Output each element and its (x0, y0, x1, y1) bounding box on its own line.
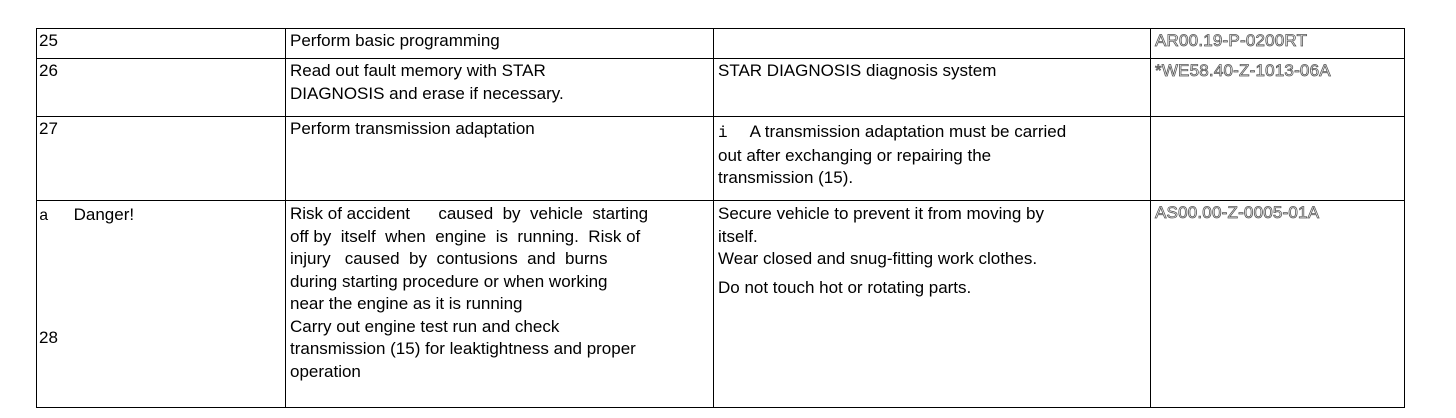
text-line: out after exchanging or repairing the (718, 145, 992, 165)
text-line: operation (290, 361, 361, 381)
step-info (714, 117, 1151, 201)
warning-line (39, 205, 134, 224)
text-line: Wear closed and snug-fitting work clothes. (718, 249, 1038, 268)
text-line: off by itself when engine is running. Risk of (290, 226, 641, 246)
reference-code[interactable]: *WE58.40-Z-1013-06A (1151, 59, 1405, 117)
text-line: Secure vehicle to prevent it from moving by (718, 204, 1044, 223)
text-line: near the engine as it is running (290, 294, 523, 313)
table-row (37, 117, 1405, 201)
text-line: Risk of accident caused by vehicle starting (290, 204, 649, 223)
warning-icon: a (39, 207, 49, 225)
table-row (37, 29, 1405, 59)
step-number: 28 (39, 328, 58, 347)
step-description: Perform transmission adaptation (286, 117, 714, 201)
procedure-table (36, 28, 1405, 408)
step-number: 25 (37, 29, 286, 59)
text-line: Read out fault memory with STAR (290, 61, 546, 80)
text-line: during starting procedure or when working (290, 271, 608, 291)
text-line: injury caused by contusions and burns (290, 249, 608, 268)
step-info: STAR DIAGNOSIS diagnosis system (714, 59, 1151, 117)
text-line: transmission (15). (718, 168, 854, 187)
text-line: transmission (15) for leaktightness and proper (290, 339, 636, 358)
warning-cell (37, 201, 286, 408)
step-description (286, 201, 714, 408)
info-text: A transmission adaptation must be carried (749, 122, 1067, 141)
info-icon: i (718, 124, 728, 142)
reference-code[interactable]: AS00.00-Z-0005-01A (1151, 201, 1405, 408)
reference-code (1151, 117, 1405, 201)
reference-code[interactable]: AR00.19-P-0200RT (1151, 29, 1405, 59)
table-row (37, 59, 1405, 117)
text-line: itself. (718, 226, 758, 246)
text-line: DIAGNOSIS and erase if necessary. (290, 83, 564, 103)
table-row (37, 201, 1405, 408)
step-number: 27 (37, 117, 286, 201)
step-description: Perform basic programming (286, 29, 714, 59)
text-line (718, 121, 1146, 145)
step-description (286, 59, 714, 117)
warning-label: Danger! (73, 205, 135, 224)
text-line: Do not touch hot or rotating parts. (718, 277, 972, 297)
step-info (714, 29, 1151, 59)
text-line: Carry out engine test run and check (290, 316, 560, 336)
step-info (714, 201, 1151, 408)
step-number: 26 (37, 59, 286, 117)
